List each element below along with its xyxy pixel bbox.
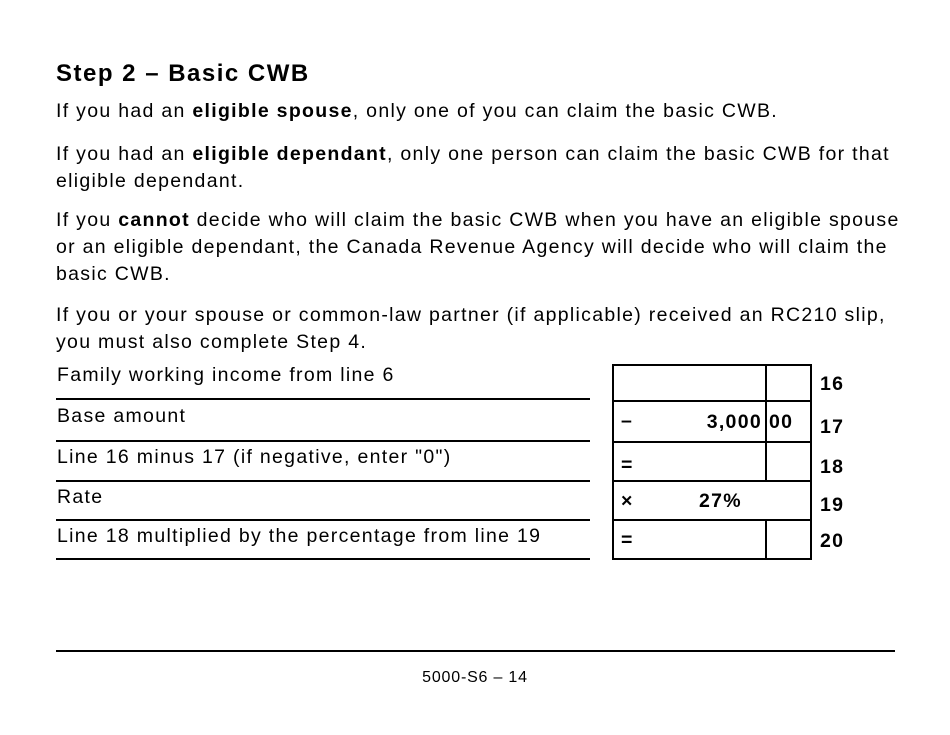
paragraph-rc210-slip: If you or your spouse or common-law partner (if applicable) received an RC210 slip, you must also complete Step 4.	[56, 304, 886, 353]
rate-value: 27%	[699, 490, 742, 512]
line-20-amount-input[interactable]	[614, 521, 764, 558]
line-number: 18	[820, 456, 845, 478]
minus-operator: –	[621, 410, 632, 432]
paragraph-cannot-decide: If you cannot decide who will claim the basic CWB when you have an eligible spouse or an eligible dependant, the Canada Revenue Agency will decide who will claim the basic CWB.	[56, 209, 900, 285]
equals-operator: =	[621, 529, 633, 551]
line-18-amount-input[interactable]	[614, 443, 764, 480]
line-16-amount-input[interactable]	[614, 366, 764, 400]
base-amount-cents: 00	[769, 411, 794, 433]
box-divider	[612, 480, 812, 482]
row-label-line-16: Family working income from line 6	[56, 364, 590, 400]
line-number: 16	[820, 373, 845, 395]
line-number: 19	[820, 494, 845, 516]
row-label-line-19: Rate	[56, 486, 590, 521]
line-20-cents-input[interactable]	[767, 521, 810, 558]
equals-operator: =	[621, 454, 633, 476]
page-footer: 5000-S6 – 14	[422, 669, 528, 686]
box-divider	[612, 400, 812, 402]
footer-divider	[56, 650, 895, 652]
row-label-line-18: Line 16 minus 17 (if negative, enter "0")	[56, 446, 590, 482]
paragraph-eligible-dependant: If you had an eligible dependant, only one person can claim the basic CWB for that eligible dependant.	[56, 143, 890, 192]
row-label-line-20: Line 18 multiplied by the percentage from line 19	[56, 525, 590, 560]
paragraph-eligible-spouse: If you had an eligible spouse, only one of you can claim the basic CWB.	[56, 100, 779, 122]
line-number: 20	[820, 530, 845, 552]
times-operator: ×	[621, 490, 633, 512]
base-amount-value: 3,000	[706, 411, 762, 433]
section-heading: Step 2 – Basic CWB	[56, 60, 310, 87]
line-number: 17	[820, 416, 845, 438]
row-label-line-17: Base amount	[56, 405, 590, 442]
line-18-cents-input[interactable]	[767, 443, 810, 480]
line-16-cents-input[interactable]	[767, 366, 810, 400]
